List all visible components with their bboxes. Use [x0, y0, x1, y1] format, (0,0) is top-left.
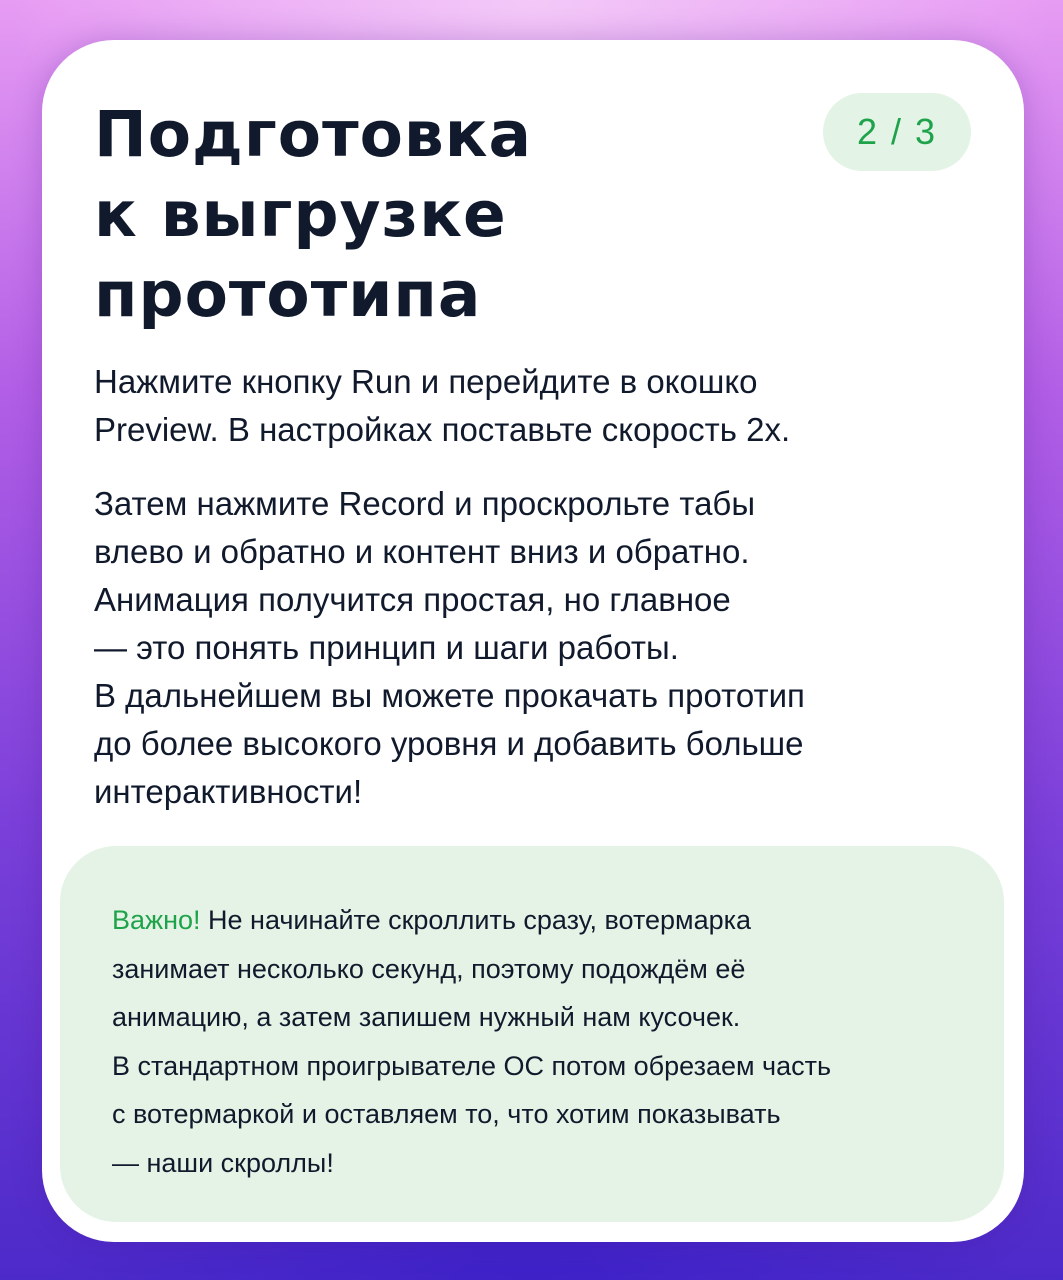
- title-line: Подготовка: [94, 98, 533, 171]
- note-line: В стандартном проигрывателе ОС потом обрезаем часть: [112, 1050, 832, 1081]
- note-line: занимает несколько секунд, поэтому подождём её: [112, 953, 746, 984]
- note-line: [112, 896, 982, 945]
- paragraph-line: влево и обратно и контент вниз и обратно.: [94, 533, 750, 570]
- important-note-box: [60, 846, 1004, 1222]
- paragraph-line: Затем нажмите Record и проскрольте табы: [94, 485, 756, 522]
- note-line-rest: Не начинайте скроллить сразу, вотермарка: [200, 905, 752, 935]
- instruction-paragraph-2: [94, 480, 974, 816]
- paragraph-line: до более высокого уровня и добавить больше: [94, 725, 804, 762]
- note-line: — наши скроллы!: [112, 1147, 334, 1178]
- paragraph-line: Нажмите кнопку Run и перейдите в окошко: [94, 363, 758, 400]
- page-indicator-badge: 2 / 3: [823, 93, 971, 171]
- paragraph-line: В дальнейшем вы можете прокачать прототип: [94, 677, 805, 714]
- title-line: к выгрузке: [94, 178, 507, 251]
- instruction-paragraph-1: [94, 358, 974, 454]
- note-line: анимацию, а затем запишем нужный нам кусочек.: [112, 1002, 741, 1032]
- paragraph-line: Анимация получится простая, но главное: [94, 581, 731, 618]
- paragraph-line: Preview. В настройках поставьте скорость 2х.: [94, 411, 791, 448]
- note-line: с вотермаркой и оставляем то, что хотим показывать: [112, 1099, 781, 1129]
- important-label: Важно!: [112, 905, 201, 935]
- important-note-text: [112, 896, 982, 1187]
- content-card: [42, 40, 1024, 1242]
- title-line: прототипа: [94, 258, 482, 331]
- page-title: [94, 95, 734, 335]
- paragraph-line: интерактивности!: [94, 773, 363, 810]
- paragraph-line: — это понять принцип и шаги работы.: [94, 629, 679, 666]
